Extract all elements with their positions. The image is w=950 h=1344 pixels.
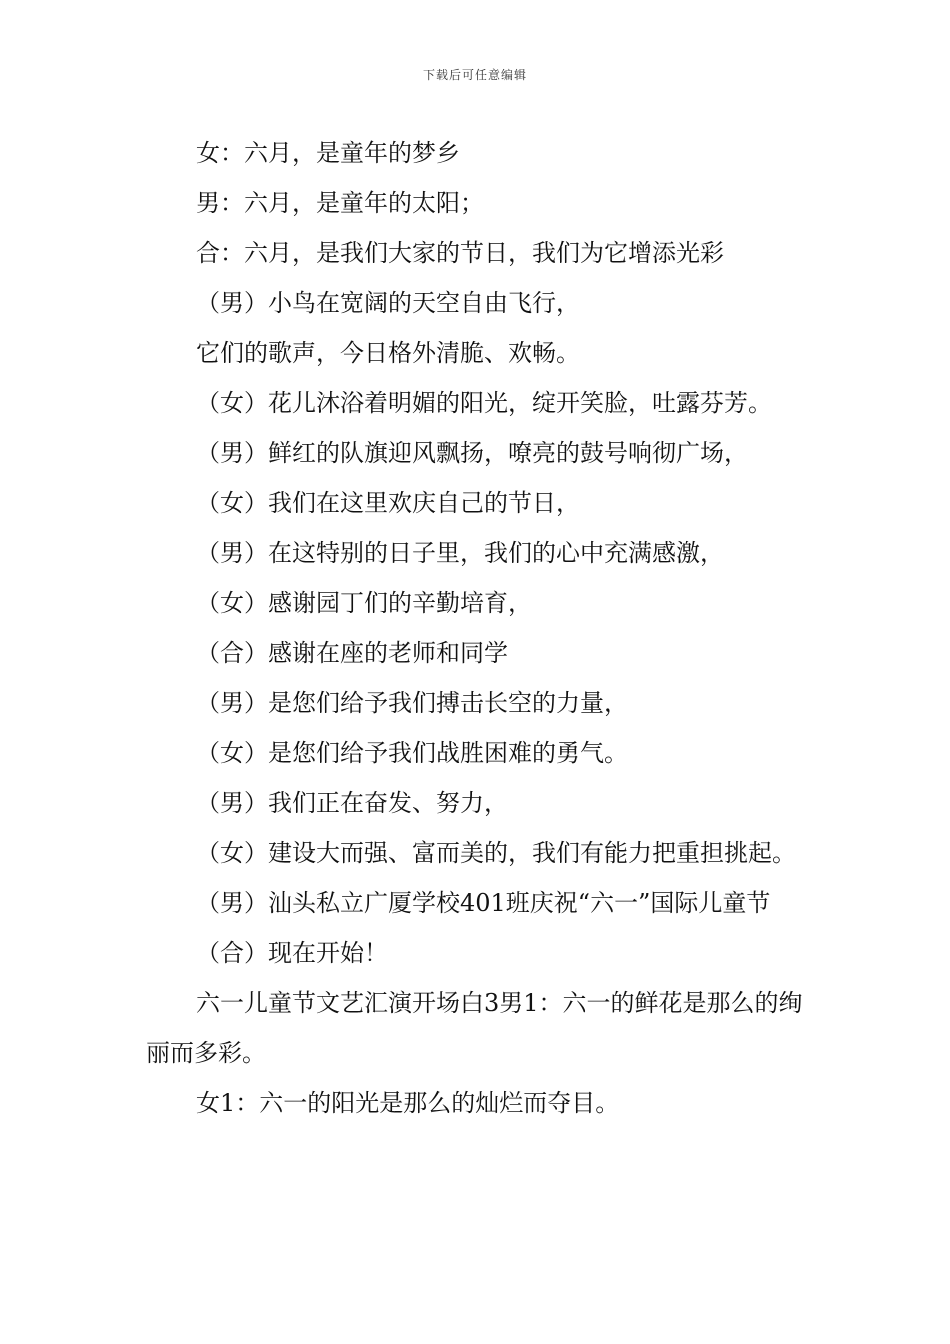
paragraph: （女）感谢园丁们的辛勤培育， [196,589,532,617]
paragraph: （男）小鸟在宽阔的天空自由飞行， [196,289,580,317]
paragraph: （女）建设大而强、富而美的，我们有能力把重担挑起。 [196,839,796,867]
paragraph: 合：六月，是我们大家的节日，我们为它增添光彩 [196,239,724,267]
paragraph: 六一儿童节文艺汇演开场白3男1：六一的鲜花是那么的绚丽而多彩。 [146,989,803,1067]
paragraph: 它们的歌声，今日格外清脆、欢畅。 [196,339,580,367]
paragraph: （合）现在开始！ [196,939,388,967]
document-body [146,128,810,1128]
paragraph: （男）在这特别的日子里，我们的心中充满感激， [196,539,724,567]
paragraph: 女1：六一的阳光是那么的灿烂而夺目。 [196,1089,620,1117]
paragraph: （男）鲜红的队旗迎风飘扬，嘹亮的鼓号响彻广场， [196,439,748,467]
paragraph: （男）我们正在奋发、努力， [196,789,508,817]
paragraph: 女：六月，是童年的梦乡 [196,139,460,167]
paragraph: （男）是您们给予我们搏击长空的力量， [196,689,628,717]
page-header: 下载后可任意编辑 [422,68,527,82]
paragraph: 男：六月，是童年的太阳； [196,189,484,217]
paragraph: （女）花儿沐浴着明媚的阳光，绽开笑脸，吐露芬芳。 [196,389,772,417]
paragraph: （男）汕头私立广厦学校401班庆祝“六一”国际儿童节 [196,889,771,917]
paragraph: （女）是您们给予我们战胜困难的勇气。 [196,739,628,767]
paragraph: （女）我们在这里欢庆自己的节日， [196,489,580,517]
paragraph: （合）感谢在座的老师和同学 [196,639,508,667]
